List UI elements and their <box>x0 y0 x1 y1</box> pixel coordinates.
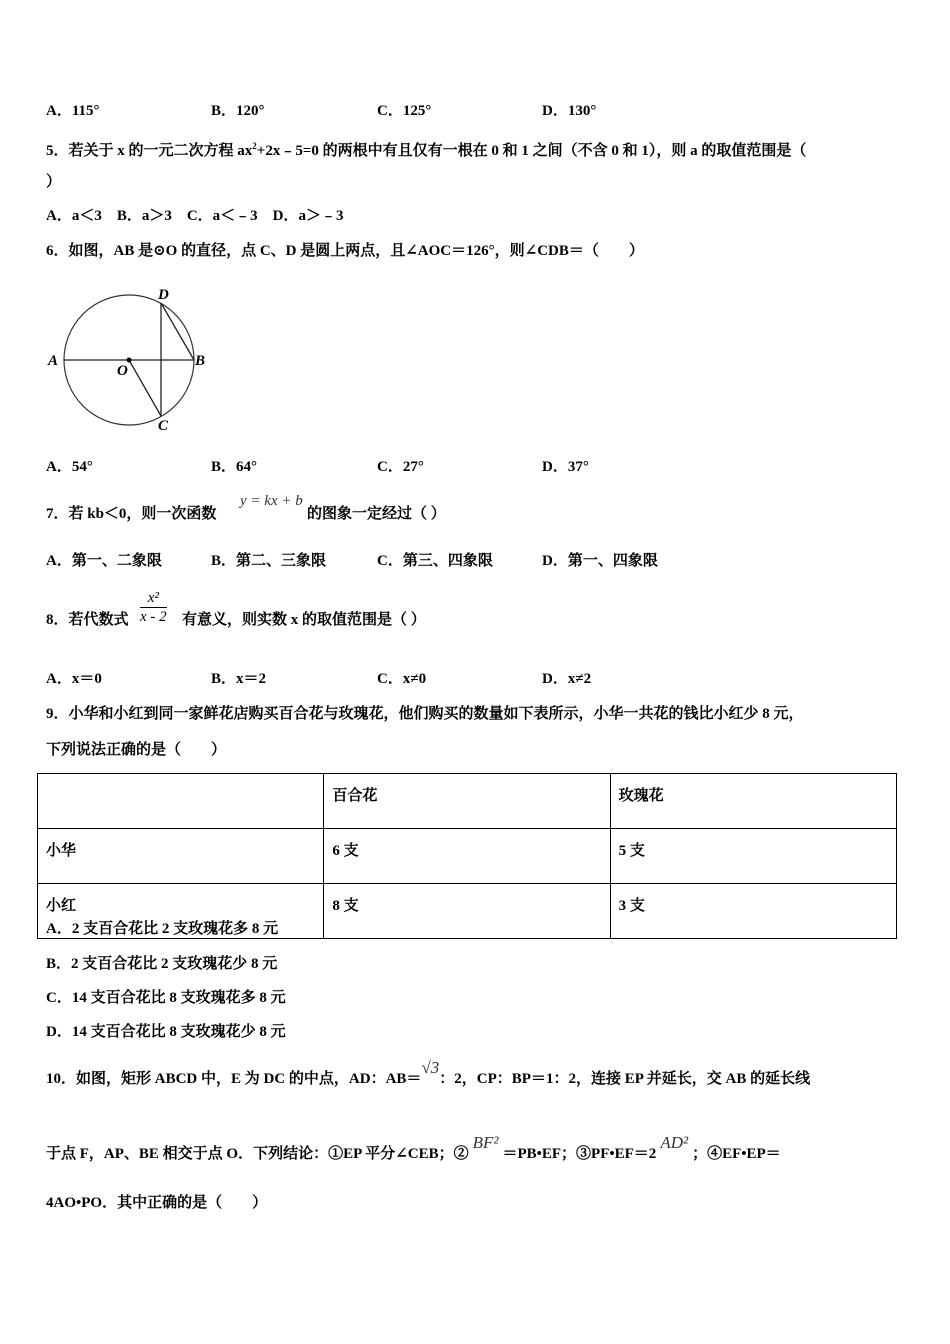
q10-sqrt: √3 <box>421 1058 440 1077</box>
table-cell: 小华 <box>38 829 324 884</box>
table-cell: 百合花 <box>324 774 610 829</box>
q8-text-b: 有意义，则实数 x 的取值范围是（ ） <box>182 612 426 628</box>
q10-bf2: BF² <box>472 1133 499 1152</box>
q9-stem-line1: 9．小华和小红到同一家鲜花店购买百合花与玫瑰花，他们购买的数量如下表所示，小华一共花的钱比小红少 8 元， <box>46 706 804 722</box>
q10-line1 <box>46 1058 811 1089</box>
q8-numerator: x² <box>147 590 159 606</box>
label-c: C <box>158 418 169 434</box>
q10-l2a: 于点 F，AP、BE 相交于点 O．下列结论：①EP 平分∠CEB；② <box>46 1146 469 1162</box>
q7-option-b: B．第二、三象限 <box>211 553 327 569</box>
table-row <box>38 829 897 884</box>
label-d: D <box>158 287 169 303</box>
flower-table <box>37 773 897 939</box>
label-b: B <box>195 353 206 369</box>
q7-option-c: C．第三、四象限 <box>377 553 493 569</box>
q10-l2c: ；④EF•EP＝ <box>692 1146 781 1162</box>
q4-option-c: C．125° <box>377 103 432 119</box>
q10-l2b: ＝PB•EF；③PF•EF＝2 <box>502 1146 657 1162</box>
label-a: A <box>48 353 59 369</box>
q7-text-a: 7．若 kb＜0，则一次函数 <box>46 506 217 522</box>
q4-option-b: B．120° <box>211 103 265 119</box>
q10-line2 <box>46 1133 781 1164</box>
q8-text-a: 8．若代数式 <box>46 612 129 628</box>
table-cell: 玫瑰花 <box>610 774 896 829</box>
q8-denominator: x - 2 <box>140 609 167 625</box>
q5-options: A．a＜3 B．a＞3 C．a＜﹣3 D．a＞﹣3 <box>46 208 344 224</box>
q4-option-d: D．130° <box>542 103 597 119</box>
q10-line3: 4AO•PO．其中正确的是（ ） <box>46 1195 268 1211</box>
q5-text-b: +2x﹣5=0 的两根中有且仅有一根在 0 和 1 之间（不含 0 和 1），则 a 的取值范围是（ <box>256 143 807 159</box>
q8-option-b: B．x＝2 <box>211 671 267 687</box>
label-o: O <box>117 363 128 379</box>
table-cell: 小红 <box>38 884 324 939</box>
q8-fraction <box>140 589 167 626</box>
q4-option-a: A．115° <box>46 103 100 119</box>
circle-diagram <box>40 280 240 440</box>
table-cell: 3 支 <box>610 884 896 939</box>
q5-stem <box>46 136 806 161</box>
q10-l1a: 10．如图，矩形 ABCD 中，E 为 DC 的中点，AD：AB＝ <box>46 1071 422 1087</box>
q7-option-d: D．第一、四象限 <box>542 553 658 569</box>
q9-stem-line2: 下列说法正确的是（ ） <box>46 742 227 758</box>
q6-stem: 6．如图，AB 是⊙O 的直径，点 C、D 是圆上两点，且∠AOC＝126°，则∠CDB＝（ ） <box>46 243 644 259</box>
q10-l1b: ：2，CP：BP＝1：2，连接 EP 并延长，交 AB 的延长线 <box>439 1071 811 1087</box>
q5-text-a: 5．若关于 x 的一元二次方程 ax <box>46 143 253 159</box>
q5-sup: 2 <box>252 141 257 151</box>
table-cell: 6 支 <box>324 829 610 884</box>
q7-formula: y = kx + b <box>240 493 303 509</box>
q8-option-a: A．x＝0 <box>46 671 102 687</box>
q9-option-b: B．2 支百合花比 2 支玫瑰花少 8 元 <box>46 956 278 972</box>
q6-option-b: B．64° <box>211 459 258 475</box>
q6-option-d: D．37° <box>542 459 589 475</box>
table-cell: 5 支 <box>610 829 896 884</box>
q9-option-d: D．14 支百合花比 8 支玫瑰花少 8 元 <box>46 1024 286 1040</box>
q6-option-c: C．27° <box>377 459 424 475</box>
q8-option-c: C．x≠0 <box>377 671 427 687</box>
q7-option-a: A．第一、二象限 <box>46 553 162 569</box>
q7-text-b: 的图象一定经过（ ） <box>307 506 446 522</box>
table-cell: 8 支 <box>324 884 610 939</box>
q9-option-a: A．2 支百合花比 2 支玫瑰花多 8 元 <box>46 921 279 937</box>
q6-option-a: A．54° <box>46 459 93 475</box>
q9-option-c: C．14 支百合花比 8 支玫瑰花多 8 元 <box>46 990 286 1006</box>
table-row <box>38 774 897 829</box>
q5-close-paren: ） <box>46 174 62 190</box>
table-cell <box>38 774 324 829</box>
q10-ad2: AD² <box>660 1133 689 1152</box>
q8-option-d: D．x≠2 <box>542 671 592 687</box>
